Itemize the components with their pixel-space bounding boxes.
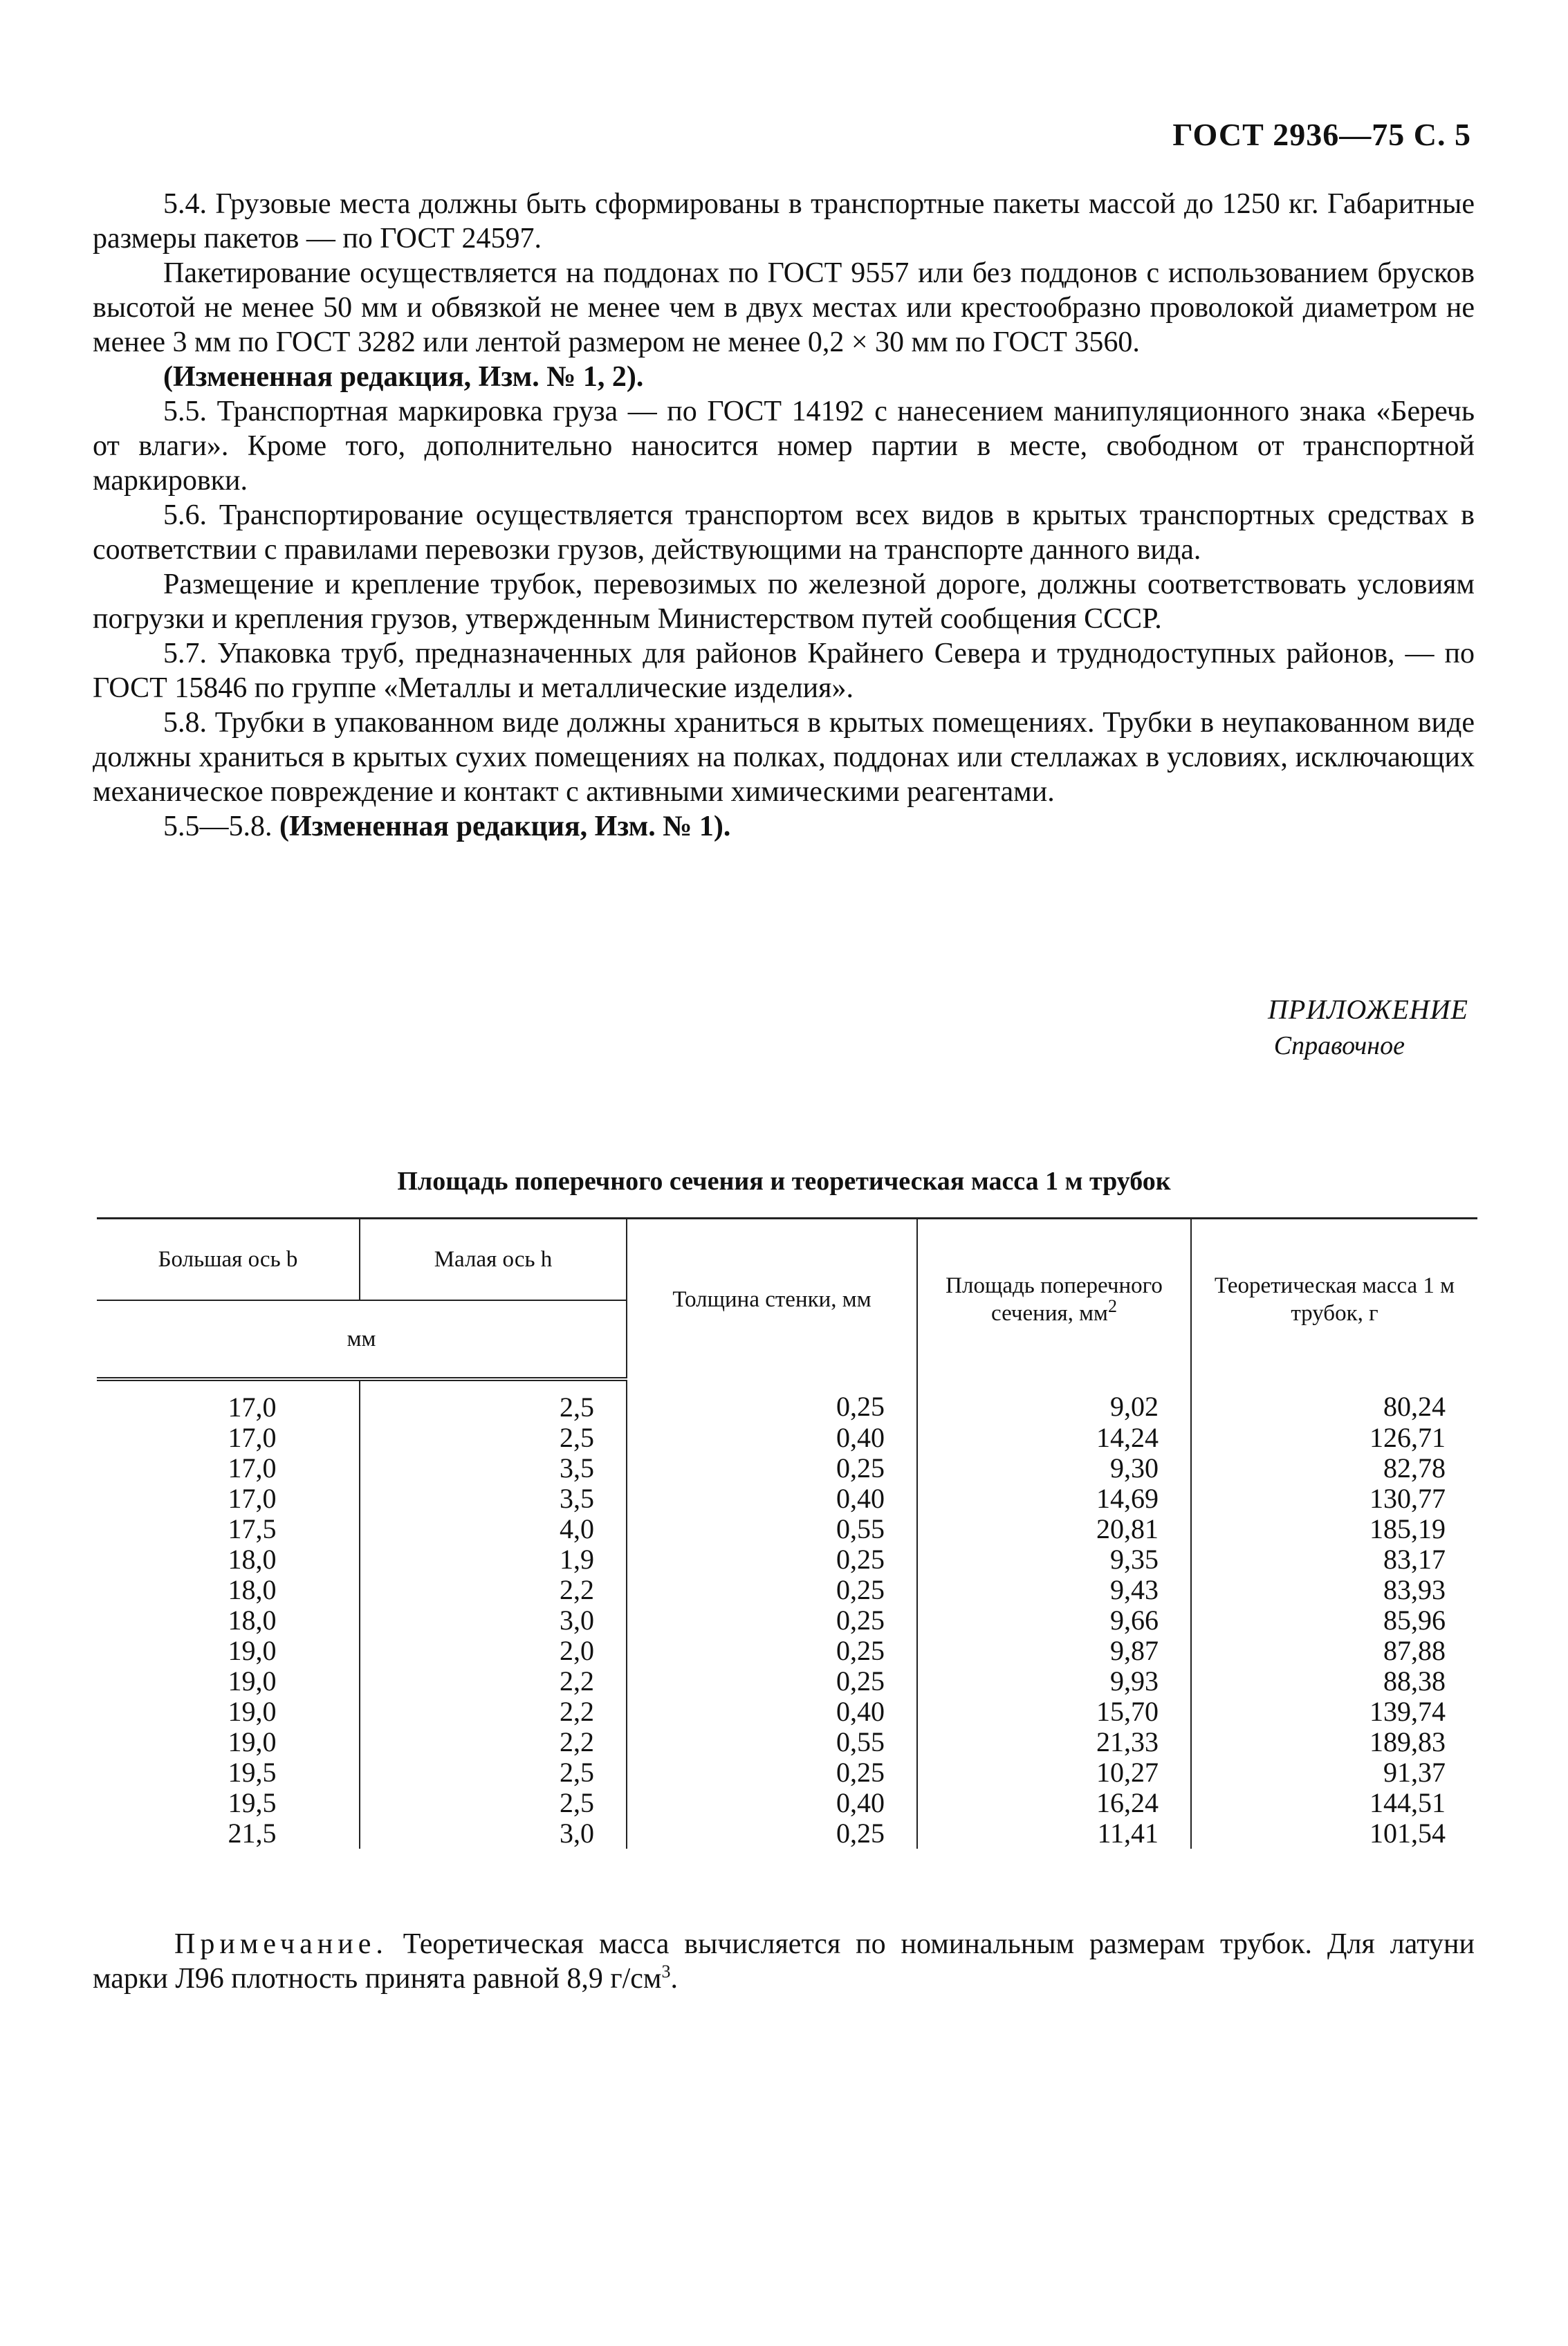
table-cell: 0,40	[627, 1788, 917, 1818]
note-end: .	[670, 1963, 679, 1995]
appendix-subtitle: Справочное	[1273, 1031, 1405, 1060]
table-cell: 3,0	[360, 1605, 627, 1636]
table-cell: 20,81	[917, 1514, 1191, 1544]
table-cell: 19,0	[228, 1665, 277, 1697]
table-cell: 9,87	[917, 1636, 1191, 1666]
table-body	[97, 1379, 1477, 1849]
table-cell: 83,93	[1191, 1575, 1477, 1605]
revision-note-5-5-5-8	[93, 809, 1475, 844]
paragraph-5-6: 5.6. Транспортирование осуществляется транспортом всех видов в крытых транспортных средствах в соответствии с правилами перевозки грузов, действующими на транспорте данного вида.	[93, 499, 1475, 566]
table-cell: 17,0	[228, 1422, 277, 1453]
header-unit-mm: мм	[97, 1300, 627, 1379]
table-cell: 189,83	[1191, 1727, 1477, 1757]
table-cell: 0,25	[627, 1818, 917, 1849]
table-cell: 19,0	[228, 1696, 277, 1727]
table-cell: 4,0	[360, 1514, 627, 1544]
table-cell: 144,51	[1191, 1788, 1477, 1818]
table-row	[97, 1575, 1477, 1605]
table-cell: 2,5	[360, 1757, 627, 1788]
table-cell: 83,17	[1191, 1544, 1477, 1575]
table-cell: 9,02	[917, 1379, 1191, 1423]
table-row	[97, 1697, 1477, 1727]
table-cell: 87,88	[1191, 1636, 1477, 1666]
table-cell: 16,24	[917, 1788, 1191, 1818]
table-caption: Площадь поперечного сечения и теоретическая масса 1 м трубок	[397, 1167, 1171, 1196]
table-cell: 139,74	[1191, 1697, 1477, 1727]
table-row	[97, 1818, 1477, 1849]
table-cell: 85,96	[1191, 1605, 1477, 1636]
note-label: Примечание.	[174, 1928, 388, 1960]
header-minor-axis: Малая ось h	[360, 1219, 627, 1301]
table-cell: 9,35	[917, 1544, 1191, 1575]
table-cell: 185,19	[1191, 1514, 1477, 1544]
table-cell: 130,77	[1191, 1484, 1477, 1514]
table-cell: 21,33	[917, 1727, 1191, 1757]
table-cell: 18,0	[228, 1544, 277, 1575]
document-header: ГОСТ 2936—75 С. 5	[1172, 117, 1471, 152]
paragraph-packaging: Пакетирование осуществляется на поддонах по ГОСТ 9557 или без поддонов с использованием брусков высотой не менее 50 мм и обвязкой не менее чем в двух местах или крестообразно проволокой диаметром не менее 3 мм по ГОСТ 3282 или лентой размером не менее 0,2 × 30 мм по ГОСТ 3560.	[93, 257, 1475, 358]
table-cell: 0,25	[627, 1605, 917, 1636]
table-cell: 11,41	[917, 1818, 1191, 1849]
table-cell: 14,69	[917, 1484, 1191, 1514]
table-row	[97, 1605, 1477, 1636]
paragraph-5-5: 5.5. Транспортная маркировка груза — по ГОСТ 14192 с нанесением манипуляционного знака «Беречь от влаги». Кроме того, дополнительно наносится номер партии в месте, свободном от транспортной маркировки.	[93, 396, 1475, 497]
table-cell: 15,70	[917, 1697, 1191, 1727]
table-cell: 9,43	[917, 1575, 1191, 1605]
header-cross-section-area	[917, 1219, 1191, 1380]
area-superscript: 2	[1107, 1295, 1117, 1316]
table-note	[93, 1927, 1475, 1996]
appendix-title: ПРИЛОЖЕНИЕ	[1268, 994, 1468, 1025]
table-cell: 3,5	[360, 1484, 627, 1514]
table-cell: 2,0	[360, 1636, 627, 1666]
table-cell: 0,55	[627, 1727, 917, 1757]
table-cell: 14,24	[917, 1423, 1191, 1453]
table-cell: 2,2	[360, 1666, 627, 1697]
header-theoretical-mass: Теоретическая масса 1 м трубок, г	[1191, 1219, 1477, 1380]
table-cell: 19,5	[228, 1787, 277, 1818]
table-cell: 2,2	[360, 1727, 627, 1757]
table-cell: 126,71	[1191, 1423, 1477, 1453]
table-row	[97, 1544, 1477, 1575]
table-cell: 0,55	[627, 1514, 917, 1544]
table-cell: 3,0	[360, 1818, 627, 1849]
table-cell: 0,25	[627, 1757, 917, 1788]
table-cell: 1,9	[360, 1544, 627, 1575]
table-cell: 19,0	[228, 1726, 277, 1757]
table-cell: 2,5	[360, 1423, 627, 1453]
table-row	[97, 1757, 1477, 1788]
table-cell: 0,25	[627, 1379, 917, 1423]
table-cell: 17,0	[228, 1452, 277, 1484]
paragraph-5-4: 5.4. Грузовые места должны быть сформированы в транспортные пакеты массой до 1250 кг. Габаритные размеры пакетов — по ГОСТ 24597.	[93, 188, 1475, 255]
table-row	[97, 1379, 1477, 1423]
table-cell: 2,2	[360, 1697, 627, 1727]
note-superscript: 3	[661, 1961, 671, 1982]
table-row	[97, 1484, 1477, 1514]
table-cell: 2,2	[360, 1575, 627, 1605]
table-cell: 17,5	[228, 1513, 277, 1544]
table-cell: 0,25	[627, 1544, 917, 1575]
table-row	[97, 1514, 1477, 1544]
table-cell: 10,27	[917, 1757, 1191, 1788]
table-cell: 19,5	[228, 1757, 277, 1788]
table-cell: 21,5	[228, 1818, 277, 1849]
table-cell: 0,40	[627, 1484, 917, 1514]
paragraph-5-7: 5.7. Упаковка труб, предназначенных для районов Крайнего Севера и труднодоступных районов, — по ГОСТ 15846 по группе «Металлы и металлические изделия».	[93, 638, 1475, 704]
header-wall-thickness: Толщина стенки, мм	[627, 1219, 917, 1380]
paragraph-placement: Размещение и крепление трубок, перевозимых по железной дороге, должны соответствовать условиям погрузки и крепления грузов, утвержденным Министерством путей сообщения СССР.	[93, 569, 1475, 635]
revision-range: 5.5—5.8.	[163, 811, 279, 842]
table-cell: 17,0	[228, 1483, 277, 1514]
table-cell: 91,37	[1191, 1757, 1477, 1788]
table-row	[97, 1666, 1477, 1697]
revision-note-1-2: (Измененная редакция, Изм. № 1, 2).	[163, 361, 644, 393]
table-cell: 0,25	[627, 1453, 917, 1484]
table-cell: 80,24	[1191, 1379, 1477, 1423]
revision-note: (Измененная редакция, Изм. № 1).	[279, 811, 731, 842]
table-cell: 0,40	[627, 1697, 917, 1727]
table-cell: 0,25	[627, 1575, 917, 1605]
table-cell: 19,0	[228, 1635, 277, 1666]
table-cell: 17,0	[228, 1392, 277, 1423]
table-cell: 0,25	[627, 1666, 917, 1697]
table-cell: 88,38	[1191, 1666, 1477, 1697]
table-row	[97, 1727, 1477, 1757]
table-cell: 3,5	[360, 1453, 627, 1484]
table-cell: 0,40	[627, 1423, 917, 1453]
table-cell: 9,30	[917, 1453, 1191, 1484]
table-cell: 101,54	[1191, 1818, 1477, 1849]
body-text	[93, 187, 1475, 844]
table-cell: 2,5	[360, 1788, 627, 1818]
area-label: Площадь поперечного сечения, мм	[946, 1273, 1163, 1326]
table-row	[97, 1453, 1477, 1484]
table-row	[97, 1788, 1477, 1818]
paragraph-5-8: 5.8. Трубки в упакованном виде должны храниться в крытых помещениях. Трубки в неупакованном виде должны храниться в крытых сухих помещениях на полках, поддонах или стеллажах в условиях, исключающих механическое повреждение и контакт с активными химическими реагентами.	[93, 707, 1475, 808]
table-cell: 9,93	[917, 1666, 1191, 1697]
table-cell: 9,66	[917, 1605, 1191, 1636]
table-cell: 0,25	[627, 1636, 917, 1666]
table-cell: 82,78	[1191, 1453, 1477, 1484]
header-major-axis: Большая ось b	[97, 1219, 360, 1301]
table-cell: 2,5	[360, 1379, 627, 1423]
table-row	[97, 1423, 1477, 1453]
table-row	[97, 1636, 1477, 1666]
appendix-label	[1268, 992, 1468, 1064]
table-cell: 18,0	[228, 1574, 277, 1605]
data-table	[97, 1217, 1477, 1849]
note-text: Теоретическая масса вычисляется по номинальным размерам трубок. Для латуни марки Л96 плотность принята равной 8,9 г/см	[93, 1928, 1475, 1995]
table-cell: 18,0	[228, 1605, 277, 1636]
